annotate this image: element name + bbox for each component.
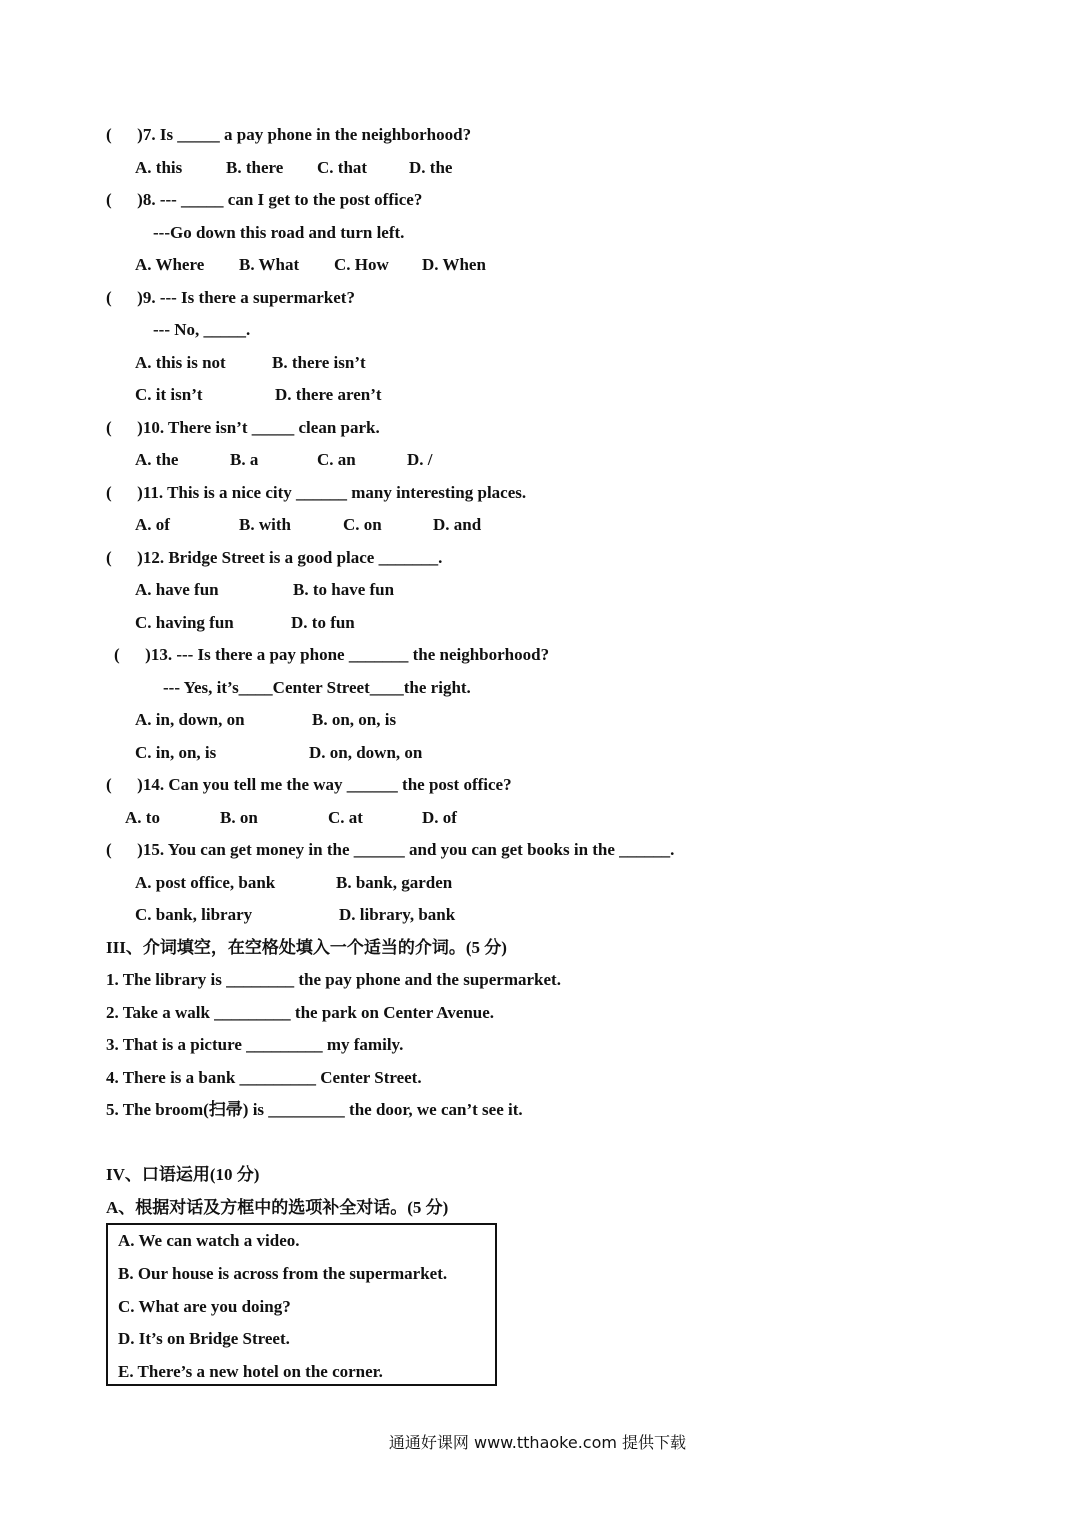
section-3-item-4: 4. There is a bank _________ Center Street.: [106, 1068, 422, 1087]
question-15-stem: ( )15. You can get money in the ______ and you can get books in the ______.: [106, 840, 675, 859]
box-option-e: E. There’s a new hotel on the corner.: [118, 1362, 383, 1381]
question-9-stem: ( )9. --- Is there a supermarket?: [106, 288, 355, 307]
question-10-option-b: B. a: [230, 450, 259, 469]
question-9-option-d: D. there aren’t: [275, 385, 382, 404]
section-3-title: III、介词填空，在空格处填入一个适当的介词。(5 分): [106, 938, 507, 957]
question-10-option-c: C. an: [317, 450, 356, 469]
question-13-option-c: C. in, on, is: [135, 743, 217, 762]
box-option-b: B. Our house is across from the supermarket.: [118, 1264, 448, 1283]
question-14-option-d: D. of: [422, 808, 457, 827]
section-3-item-2: 2. Take a walk _________ the park on Center Avenue.: [106, 1003, 495, 1022]
section-4-title: IV、口语运用(10 分): [106, 1165, 260, 1184]
question-10-stem: ( )10. There isn’t _____ clean park.: [106, 418, 380, 437]
question-9-reply: --- No, _____.: [153, 320, 251, 339]
box-option-a: A. We can watch a video.: [118, 1231, 300, 1250]
question-14-stem: ( )14. Can you tell me the way ______ the post office?: [106, 775, 512, 794]
box-option-d: D. It’s on Bridge Street.: [118, 1329, 290, 1348]
page-footer: 通通好课网 www.tthaoke.com 提供下载: [388, 1433, 687, 1452]
question-7-option-a: A. this: [135, 158, 183, 177]
section-3-item-5: 5. The broom(扫帚) is _________ the door, we can’t see it.: [106, 1100, 523, 1119]
question-10-option-a: A. the: [135, 450, 179, 469]
question-14-option-b: B. on: [220, 808, 258, 827]
question-11-option-c: C. on: [343, 515, 382, 534]
question-15-option-b: B. bank, garden: [336, 873, 453, 892]
question-12-option-a: A. have fun: [135, 580, 219, 599]
question-15-option-c: C. bank, library: [135, 905, 253, 924]
question-13-option-a: A. in, down, on: [135, 710, 245, 729]
question-11-option-d: D. and: [433, 515, 482, 534]
question-9-option-b: B. there isn’t: [272, 353, 366, 372]
question-12-option-b: B. to have fun: [293, 580, 395, 599]
question-14-option-c: C. at: [328, 808, 363, 827]
question-8-option-c: C. How: [334, 255, 389, 274]
section-3-item-3: 3. That is a picture _________ my family.: [106, 1035, 404, 1054]
question-13-reply: --- Yes, it’s____Center Street____the right.: [163, 678, 471, 697]
question-13-option-b: B. on, on, is: [312, 710, 397, 729]
question-15-option-a: A. post office, bank: [135, 873, 276, 892]
question-8-option-b: B. What: [239, 255, 300, 274]
box-option-c: C. What are you doing?: [118, 1297, 291, 1316]
question-13-option-d: D. on, down, on: [309, 743, 423, 762]
question-14-option-a: A. to: [125, 808, 160, 827]
question-13-stem: ( )13. --- Is there a pay phone _______ the neighborhood?: [114, 645, 550, 664]
section-4-subtitle: A、根据对话及方框中的选项补全对话。(5 分): [106, 1198, 449, 1217]
question-9-option-a: A. this is not: [135, 353, 226, 372]
question-8-option-d: D. When: [422, 255, 486, 274]
question-8-reply: ---Go down this road and turn left.: [153, 223, 405, 242]
question-7-option-b: B. there: [226, 158, 284, 177]
question-8-stem: ( )8. --- _____ can I get to the post office?: [106, 190, 423, 209]
question-8-option-a: A. Where: [135, 255, 205, 274]
question-15-option-d: D. library, bank: [339, 905, 456, 924]
question-9-option-c: C. it isn’t: [135, 385, 203, 404]
section-3-item-1: 1. The library is ________ the pay phone and the supermarket.: [106, 970, 561, 989]
question-7-option-d: D. the: [409, 158, 453, 177]
question-10-option-d: D. /: [407, 450, 433, 469]
question-7-option-c: C. that: [317, 158, 368, 177]
question-12-option-d: D. to fun: [291, 613, 355, 632]
question-12-option-c: C. having fun: [135, 613, 234, 632]
question-11-option-b: B. with: [239, 515, 291, 534]
question-7-stem: ( )7. Is _____ a pay phone in the neighborhood?: [106, 125, 472, 144]
question-11-stem: ( )11. This is a nice city ______ many interesting places.: [106, 483, 527, 502]
question-11-option-a: A. of: [135, 515, 170, 534]
question-12-stem: ( )12. Bridge Street is a good place _______.: [106, 548, 443, 567]
